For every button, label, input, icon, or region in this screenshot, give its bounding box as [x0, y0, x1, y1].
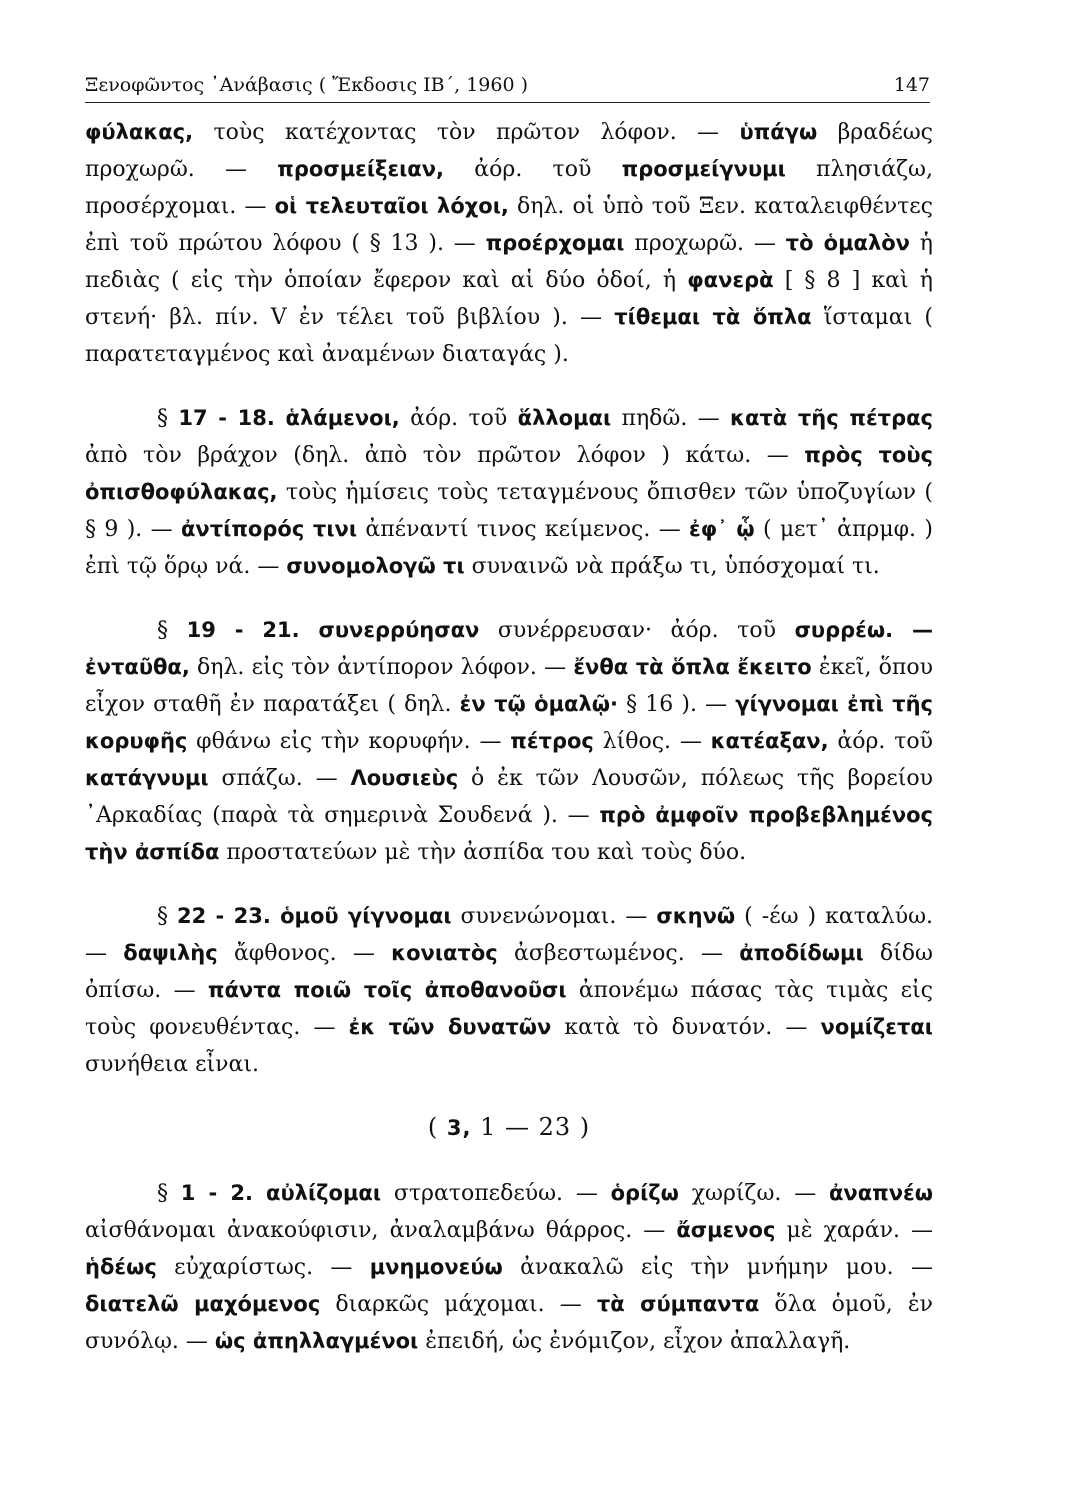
gloss: ἀνακαλῶ εἰς τὴν μνήμην μου. — [502, 1255, 933, 1280]
lemma: ἡδέως [85, 1255, 157, 1279]
gloss: σπάζω. — [208, 766, 351, 791]
gloss: φθάνω εἰς τὴν κορυφήν. — [187, 729, 511, 754]
gloss: λίθος. — [593, 729, 711, 754]
lemma: ἀντίπορός τινι [181, 517, 358, 541]
lemma: συνομολογῶ τι [286, 554, 465, 578]
gloss: § [157, 904, 178, 929]
gloss: ἀπονέμω πάσας τὰς τιμὰς εἰς τοὺς φονευθέντας. — [85, 978, 934, 1040]
lemma: ἄσμενος [676, 1218, 776, 1242]
lemma: προέρχομαι [485, 231, 625, 255]
lemma: προσμείγνυμι [621, 157, 786, 181]
lemma: συρρέω. — ἐνταῦθα, [85, 618, 933, 679]
gloss: ( [427, 1113, 447, 1141]
gloss: τοὺς κατέχοντας τὸν πρῶτον λόφον. — [193, 120, 740, 145]
lemma: ἅλλομαι [517, 406, 612, 430]
gloss: διαρκῶς μάχομαι. — [320, 1292, 597, 1317]
gloss: ἐπειδή, ὡς ἐνόμιζον, εἶχον ἀπαλλαγῆ. [418, 1329, 851, 1354]
lemma: προσμείξειαν, [277, 157, 445, 181]
lemma: πέτρος [510, 729, 594, 753]
lemma: διατελῶ μαχόμενος [85, 1292, 321, 1316]
gloss: μὲ χαράν. — [775, 1218, 933, 1243]
gloss: § [157, 1181, 181, 1206]
lemma: Λουσιεὺς [350, 766, 459, 790]
lemma: κονιατὸς [391, 941, 498, 965]
gloss: δηλ. οἱ ὑπὸ τοῦ Ξεν. καταλειφθέντες ἐπὶ τοῦ πρώτου λόφου ( § 13 ). — [85, 194, 933, 256]
gloss: ἀόρ. τοῦ [399, 406, 518, 431]
gloss: χωρίζω. — [678, 1181, 829, 1206]
gloss: § 16 ). — [618, 692, 736, 717]
gloss: πλησιάζω, προσέρχομαι. — [85, 157, 933, 219]
section-paragraph [85, 612, 933, 871]
running-title: Ξενοφῶντος ᾿Ανάβασις ( Ἔκδοσις ΙΒ΄, 1960 ) [85, 74, 529, 96]
gloss: στρατοπεδεύω. — [381, 1181, 611, 1206]
gloss: ( μετ᾽ ἀπρμφ. ) ἐπὶ τῷ ὅρῳ νά. — [85, 517, 933, 579]
gloss: πηδῶ. — [611, 406, 731, 431]
lemma: ἐκ τῶν δυνατῶν [348, 1015, 552, 1039]
lemma: κατάγνυμι [85, 766, 209, 790]
lemma: δαψιλὴς [123, 941, 218, 965]
gloss: [ § 8 ] καὶ ἡ στενή· βλ. πίν. V ἐν τέλει τοῦ βιβλίου ). — [85, 268, 933, 330]
gloss: συνήθεια εἶναι. [85, 1052, 259, 1077]
page-number: 147 [893, 74, 930, 96]
lemma: 1 - 2. αὐλίζομαι [180, 1181, 382, 1205]
lemma: ἀναπνέω [828, 1181, 933, 1205]
lemma: μνημονεύω [369, 1255, 503, 1279]
lemma: πάντα ποιῶ τοῖς ἀποθανοῦσι [207, 978, 567, 1002]
lemma: 17 - 18. ἁλάμενοι, [178, 406, 400, 430]
gloss: δηλ. εἰς τὸν ἀντίπορον λόφον. — [189, 655, 574, 680]
lemma: τὰ σύμπαντα [596, 1292, 760, 1316]
lemma: ὁρίζω [610, 1181, 679, 1205]
lemma: φύλακας, [85, 120, 194, 144]
lemma: ὡς ἀπηλλαγμένοι [214, 1329, 419, 1353]
gloss: ἀπὸ τὸν βράχον (δηλ. ἀπὸ τὸν πρῶτον λόφον ) κάτω. — [85, 443, 805, 468]
lemma: 3, [446, 1116, 472, 1140]
gloss: § [157, 406, 179, 431]
gloss: συνέρρευσαν· ἀόρ. τοῦ [479, 618, 795, 643]
lemma: νομίζεται [820, 1015, 933, 1039]
lemma: 22 - 23. ὁμοῦ γίγνομαι [177, 904, 452, 928]
section-paragraph [85, 1175, 933, 1360]
lemma: ἀποδίδωμι [739, 941, 864, 965]
gloss: τοὺς ἡμίσεις τοὺς τεταγμένους ὄπισθεν τῶν ὑποζυγίων ( § 9 ). — [85, 480, 933, 542]
gloss: ἵσταμαι ( παρατεταγμένος καὶ ἀναμένων διαταγάς ). [85, 305, 933, 367]
gloss: ἀπέναντί τινος κείμενος. — [357, 517, 690, 542]
gloss: δίδω ὀπίσω. — [85, 941, 933, 1003]
lemma: οἱ τελευταῖοι λόχοι, [274, 194, 509, 218]
gloss: ἡ πεδιὰς ( εἰς τὴν ὁποίαν ἔφερον καὶ αἱ δύο ὁδοί, ἡ [85, 231, 933, 293]
gloss: § [157, 618, 187, 643]
gloss: ὅλα ὁμοῦ, ἐν συνόλῳ. — [85, 1292, 934, 1354]
gloss: ἄφθονος. — [217, 941, 392, 966]
lemma: πρὸ ἀμφοῖν προβεβλημένος τὴν ἀσπίδα [85, 803, 933, 864]
gloss: ἀσβεστωμένος. — [497, 941, 740, 966]
lemma: 19 - 21. συνερρύησαν [186, 618, 480, 642]
gloss: 1 — 23 ) [471, 1113, 591, 1141]
lemma: κατέαξαν, [710, 729, 829, 753]
running-header [85, 68, 930, 103]
gloss: κατὰ τὸ δυνατόν. — [551, 1015, 821, 1040]
lemma: πρὸς τοὺς ὀπισθοφύλακας, [85, 443, 933, 504]
gloss: προστατεύων μὲ τὴν ἀσπίδα του καὶ τοὺς δύο. [219, 840, 747, 865]
gloss: συναινῶ νὰ πράξω τι, ὑπόσχομαί τι. [464, 554, 880, 579]
gloss: βραδέως προχωρῶ. — [85, 120, 934, 182]
lemma: κατὰ τῆς πέτρας [730, 406, 933, 430]
gloss: προχωρῶ. — [624, 231, 786, 256]
gloss: ἀόρ. τοῦ [444, 157, 622, 182]
lemma: τὸ ὁμαλὸν [785, 231, 910, 255]
lemma: γίγνομαι ἐπὶ τῆς κορυφῆς [85, 692, 933, 753]
lemma: ἔνθα τὰ ὅπλα ἔκειτο [573, 655, 812, 679]
commentary-body [85, 114, 933, 1360]
lemma: σκηνῶ [656, 904, 736, 928]
section-paragraph [85, 400, 933, 585]
gloss: εὐχαρίστως. — [156, 1255, 370, 1280]
gloss: ἐκεῖ, ὅπου εἶχον σταθῆ ἐν παρατάξει ( δηλ. [85, 655, 933, 717]
gloss: αἰσθάνομαι ἀνακούφισιν, ἀναλαμβάνω θάρρος. — [85, 1218, 677, 1243]
lemma: ὑπάγω [739, 120, 818, 144]
gloss: ( -έω ) καταλύω. — [85, 904, 933, 966]
paragraph-continuation [85, 114, 933, 373]
gloss: ὁ ἐκ τῶν Λουσῶν, πόλεως τῆς βορείου ᾿Αρκαδίας (παρὰ τὰ σημερινὰ Σουδενά ). — [85, 766, 933, 828]
section-paragraph [85, 898, 933, 1083]
gloss: συνενώνομαι. — [451, 904, 657, 929]
lemma: τίθεμαι τὰ ὅπλα [614, 305, 812, 329]
gloss: ἀόρ. τοῦ [828, 729, 933, 754]
lemma: φανερὰ [687, 268, 774, 292]
lemma: ἐν τῷ ὁμαλῷ· [459, 692, 618, 716]
chapter-reference-heading [85, 1109, 933, 1147]
lemma: ἐφ᾽ ᾧ [689, 517, 755, 541]
